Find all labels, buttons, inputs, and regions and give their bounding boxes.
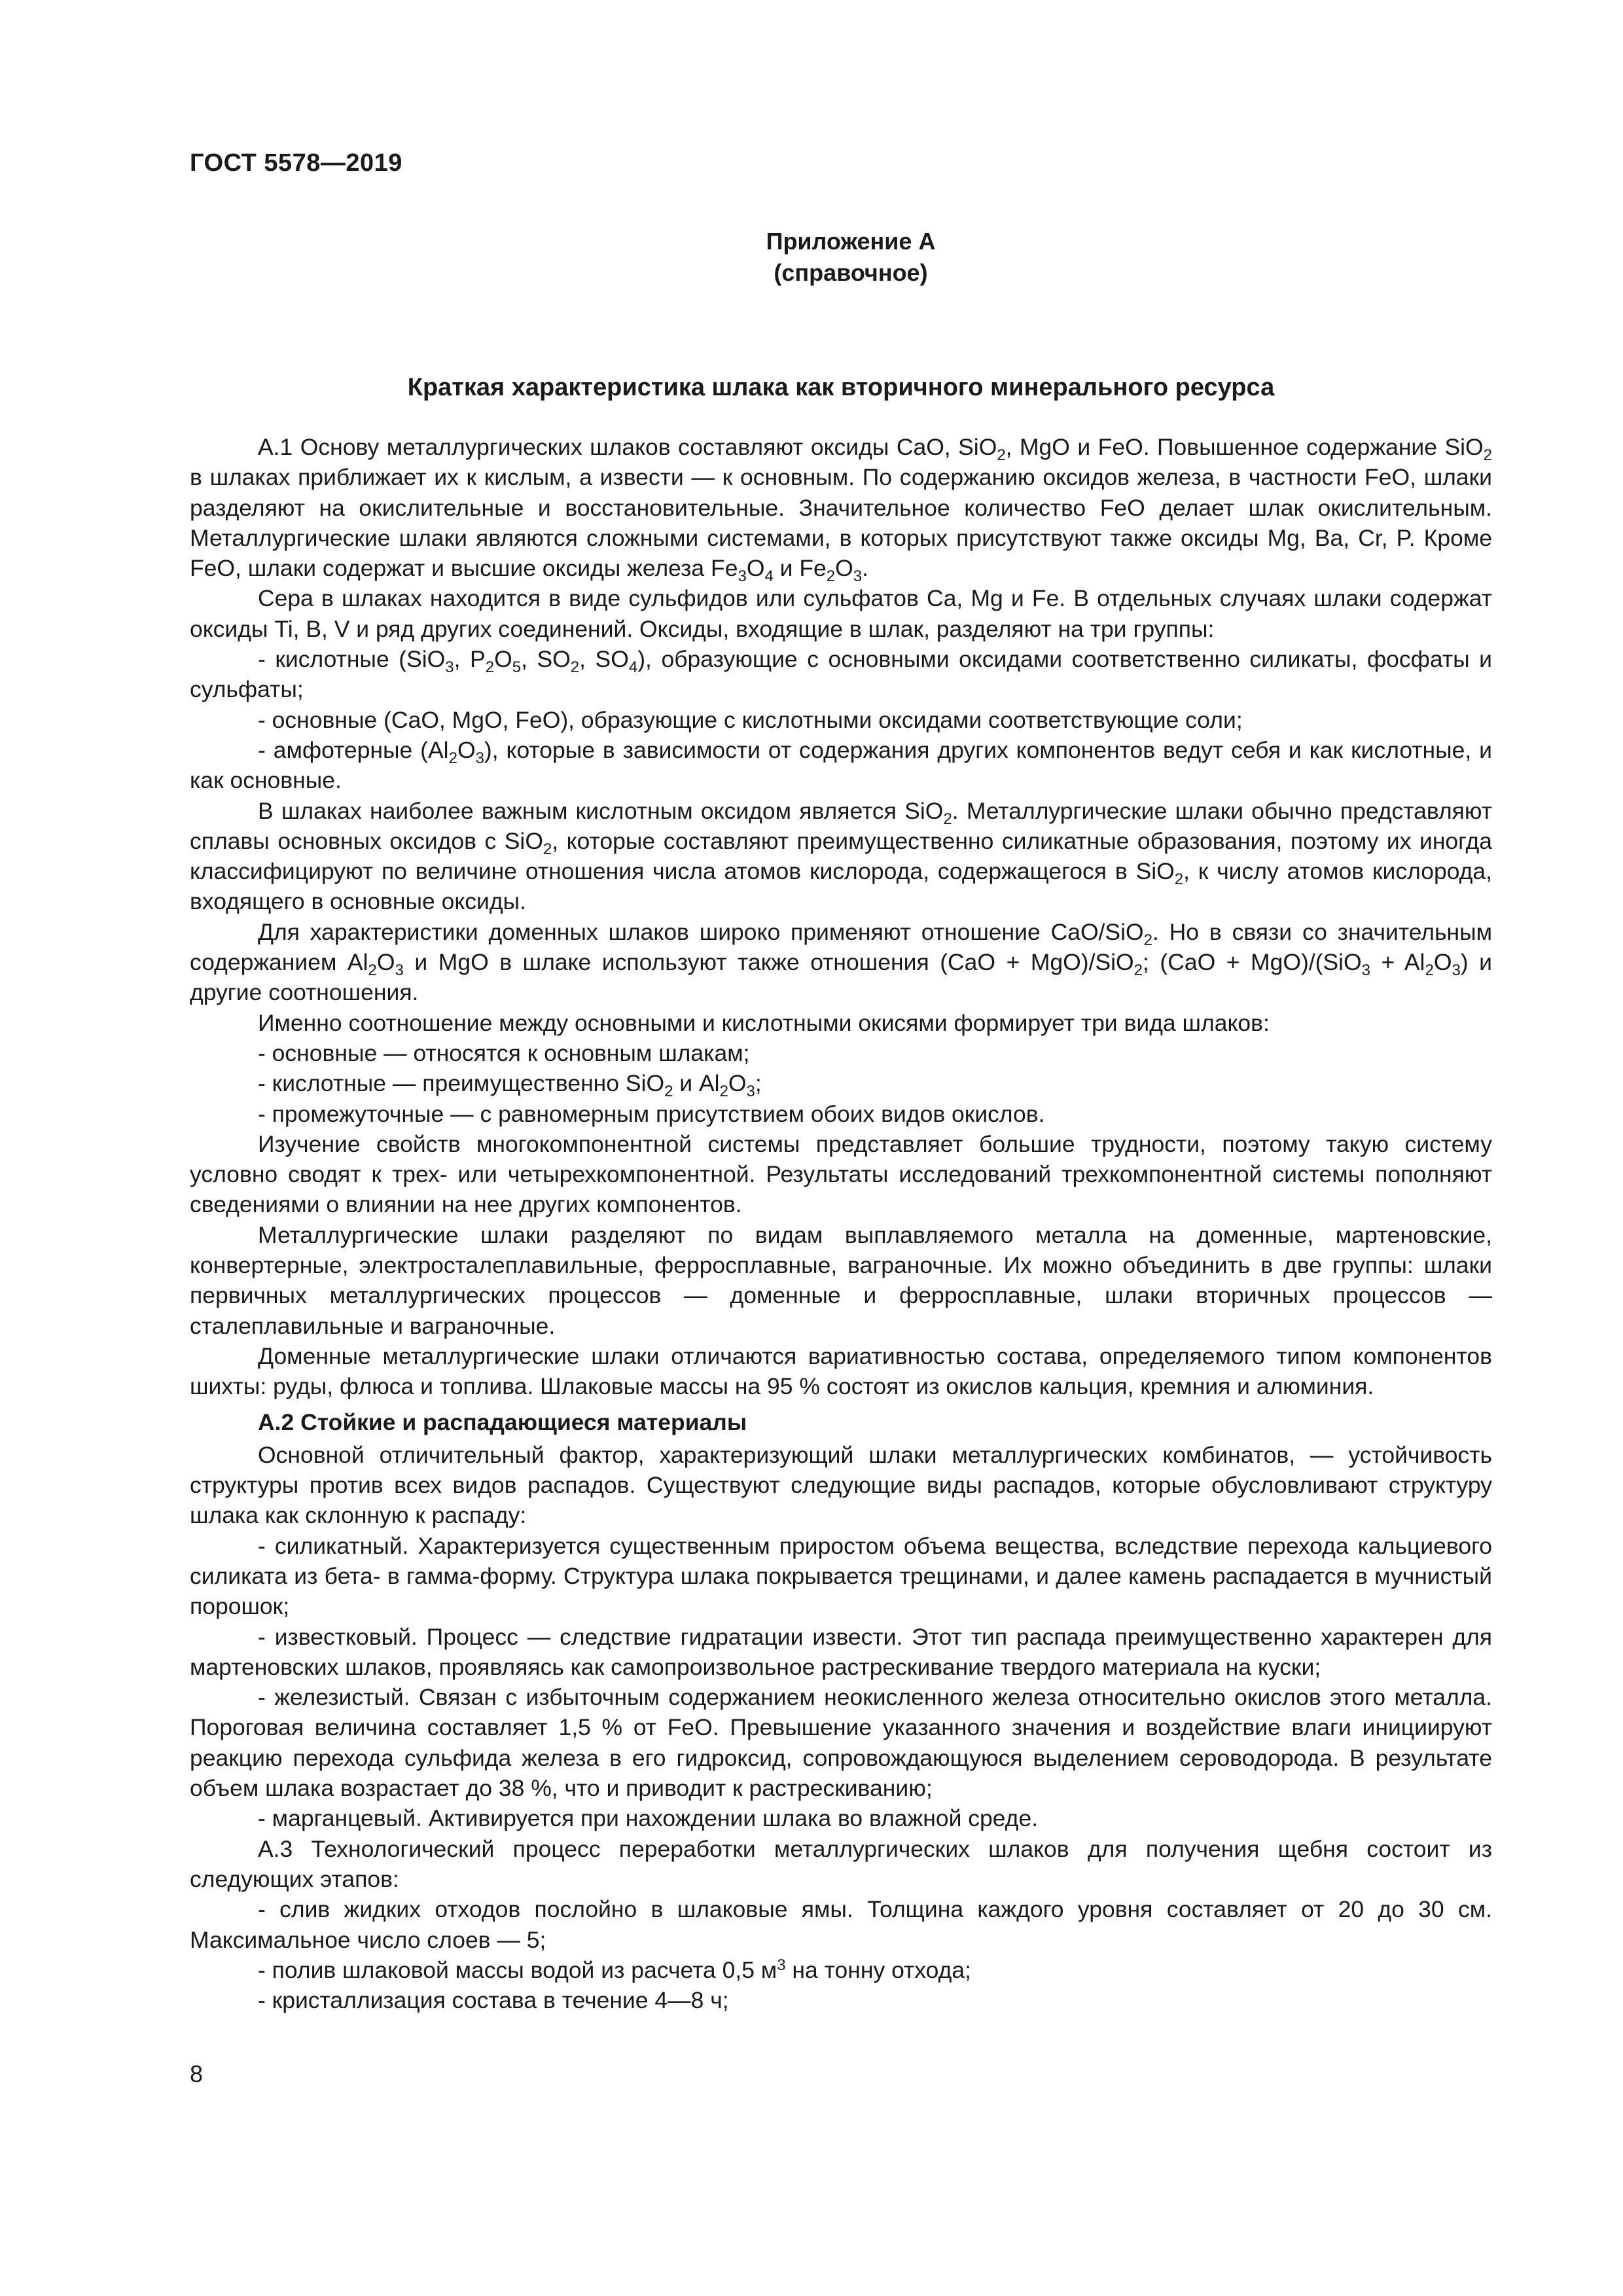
page-number: 8 [190,2060,204,2087]
list-item-silicate: - силикатный. Характеризуется существенным приростом объема вещества, вследствие перехода кальциевого силиката из бета- в гамма-форму. Структура шлака покрывается трещинами, и далее камень распадается в мучнистый порошок; [190,1532,1492,1620]
list-item-step-crystallization: - кристаллизация состава в течение 4—8 ч; [258,1987,729,2014]
paragraph-sulfur: Сера в шлаках находится в виде сульфидов или сульфатов Ca, Mg и Fe. В отдельных случаях шлаки содержат оксиды Ti, B, V и ряд других соединений. Оксиды, входящие в шлак, разделяют на три группы: [190,585,1492,642]
list-item-basic: - основные (CaO, MgO, FeO), образующие с кислотными оксидами соответствующие соли; [258,706,1243,733]
list-item-step-pour: - слив жидких отходов послойно в шлаковые ямы. Толщина каждого уровня составляет от 20 до 30 см. Максимальное число слоев — 5; [190,1896,1492,1953]
list-item-acidic-slag: - кислотные — преимущественно SiO$_2$ и $Al_2O_3$; [258,1070,762,1101]
annex-type: (справочное) [774,259,928,286]
annex-main-title: Краткая характеристика шлака как вторичного минерального ресурса [407,374,1275,401]
list-item-step-water: - полив шлаковой массы водой из расчета 0,5 $м^3$ на тонну отхода; [258,1956,971,1983]
list-item-amphoteric: - амфотерные $(Al_2O_3)$, которые в зависимости от содержания других компонентов ведут себя и как кислотные, и как основные. [190,736,1493,794]
paragraph-a3: А.3 Технологический процесс переработки металлургических шлаков для получения щебня состоит из следующих этапов: [190,1835,1492,1892]
document-code: ГОСТ 5578—2019 [190,149,402,177]
annex-title: Приложение А [766,228,936,255]
paragraph-a1: А.1 Основу металлургических шлаков составляют оксиды CaO, SiO$_2$, MgO и FeO. Повышенное содержание SiO$_2$ в шлаках приближает их к кислым, а извести — к основным. По содержанию оксидов железа, в частности FeO, шлаки разделяют на окислительные и восстановительные. Значительное количество FeO делает шлак окислительным. Металлургические шлаки являются сложными системами, в которых присутствуют также оксиды Mg, Ba, Cr, P. Кроме FeO, шлаки содержат и высшие оксиды железа $Fe_3O_4$ и $Fe_2O_3$. [190,434,1492,586]
annex-heading [0,226,1623,289]
annex-body [190,432,1492,2015]
list-item-lime: - известковый. Процесс — следствие гидратации извести. Этот тип распада преимущественно характерен для мартеновских шлаков, проявляясь как самопроизвольное растрескивание твердого материала на куски; [190,1623,1492,1680]
list-item-ferrous: - железистый. Связан с избыточным содержанием неокисленного железа относительно окислов этого металла. Пороговая величина составляет 1,5 % от FeO. Превышение указанного значения и воздействие влаги инициируют реакцию перехода сульфида железа в его гидроксид, сопровождающуюся выделением сероводорода. В результате объем шлака возрастает до 38 %, что и приводит к растрескиванию; [190,1684,1492,1802]
section-heading-a2: А.2 Стойкие и распадающиеся материалы [258,1408,747,1435]
paragraph-ratio: Именно соотношение между основными и кислотными окисями формирует три вида шлаков: [258,1009,1270,1036]
paragraph-study: Изучение свойств многокомпонентной системы представляет большие трудности, поэтому такую систему условно сводят к трех- или четырехкомпонентной. Результаты исследований трехкомпонентной системы пополняют сведениями о влиянии на нее других компонентов. [190,1130,1492,1218]
list-item-intermediate-slag: - промежуточные — с равномерным присутствием обоих видов окислов. [258,1100,1045,1127]
paragraph-metal-kinds: Металлургические шлаки разделяют по видам выплавляемого металла на доменные, мартеновские, конвертерные, электросталеплавильные, ферросплавные, ваграночные. Их можно объединить в две группы: шлаки первичных металлургических процессов — доменные и ферросплавные, шлаки вторичных процессов — сталеплавильные и ваграночные. [190,1221,1492,1339]
paragraph-blast-variability: Доменные металлургические шлаки отличаются вариативностью состава, определяемого типом компонентов шихты: руды, флюса и топлива. Шлаковые массы на 95 % состоят из окислов кальция, кремния и алюминия. [190,1342,1492,1400]
paragraph-a2-intro: Основной отличительный фактор, характеризующий шлаки металлургических комбинатов, — устойчивость структуры против всех видов распадов. Существуют следующие виды распадов, которые обусловливают структуру шлака как склонную к распаду: [190,1441,1492,1529]
list-item-basic-slag: - основные — относятся к основным шлакам; [258,1039,750,1066]
paragraph-blast-ratio: Для характеристики доменных шлаков широко применяют отношение CaO/SiO$_2$. Но в связи со значительным содержанием $Al_2O_3$ и MgO в шлаке используют также отношения (CaO + MgO)/SiO$_2$; $(CaO + MgO)/(SiO_3 + Al_2O_3)$ и другие соотношения. [190,918,1492,1006]
list-item-acidic: - кислотные (SiO$_3$, $P_2O_5$, $SO_2$, $SO_4$), образующие с основными оксидами соответственно силикаты, фосфаты и сульфаты; [190,646,1492,703]
list-item-manganese: - марганцевый. Активируется при нахождении шлака во влажной среде. [258,1805,1039,1832]
paragraph-sio2: В шлаках наиболее важным кислотным оксидом является SiO$_2$. Металлургические шлаки обычно представляют сплавы основных оксидов с SiO$_2$, которые составляют преимущественно силикатные образования, поэтому их иногда классифицируют по величине отношения числа атомов кислорода, содержащегося в SiO$_2$, к числу атомов кислорода, входящего в основные оксиды. [190,797,1492,915]
